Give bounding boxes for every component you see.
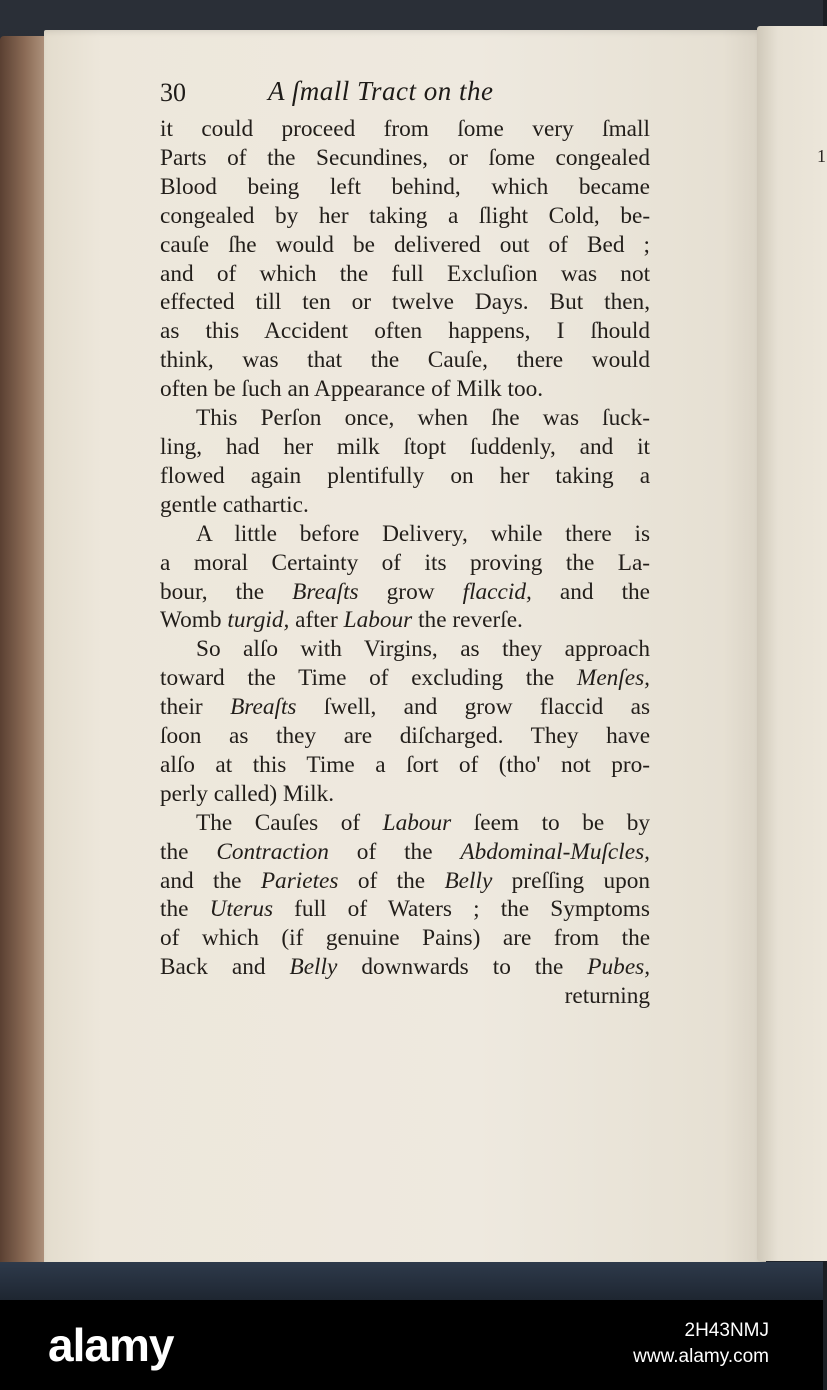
page-number: 30: [160, 78, 186, 107]
text-line: So alſo with Virgins, as they approach: [196, 636, 650, 663]
text-line: think, was that the Cauſe, there would: [160, 347, 650, 374]
running-head: A ſmall Tract on the: [268, 76, 494, 106]
text-line: gentle cathartic.: [160, 491, 309, 518]
text-line: the Uterus full of Waters ; the Symptoms: [160, 896, 650, 923]
text-line: their Breaſts ſwell, and grow flaccid as: [160, 694, 651, 721]
text-line: the Contraction of the Abdominal-Muſcles,: [160, 838, 650, 865]
text-line: Back and Belly downwards to the Pubes,: [160, 954, 651, 981]
text-line: often be ſuch an Appearance of Milk too.: [160, 376, 544, 403]
text-line: The Cauſes of Labour ſeem to be by: [196, 809, 651, 836]
text-line: ſoon as they are diſcharged. They have: [160, 723, 651, 750]
text-line: and the Parietes of the Belly preſſing upon: [160, 867, 651, 894]
text-line: flowed again plentifully on her taking a: [160, 462, 651, 489]
text-line: bour, the Breaſts grow flaccid, and the: [160, 578, 651, 605]
text-line: ling, had her milk ſtopt ſuddenly, and it: [160, 433, 651, 460]
image-id: 2H43NMJ: [684, 1320, 769, 1341]
text-line: Blood being left behind, which became: [160, 173, 650, 200]
text-line: effected till ten or twelve Days. But then,: [160, 289, 651, 316]
text-line: alſo at this Time a ſort of (tho' not pro-: [160, 751, 651, 778]
text-line: Womb turgid, after Labour the reverſe.: [160, 607, 523, 634]
facing-page-edge: [757, 26, 827, 1261]
page-body-text: [160, 115, 650, 1011]
text-line: and of which the full Excluſion was not: [160, 260, 651, 287]
text-line: perly called) Milk.: [160, 780, 335, 807]
text-line: Parts of the Secundines, or ſome congealed: [160, 144, 650, 171]
text-line: returning: [564, 983, 650, 1010]
text-line: a moral Certainty of its proving the La-: [160, 549, 651, 576]
text-line: it could proceed from ſome very ſmall: [160, 116, 650, 142]
alamy-logo: alamy: [48, 1319, 174, 1371]
site-url: www.alamy.com: [633, 1346, 769, 1367]
text-line: congealed by her taking a ſlight Cold, be-: [160, 202, 651, 229]
text-line: This Perſon once, when ſhe was ſuck-: [196, 405, 651, 432]
text-line: of which (if genuine Pains) are from the: [160, 925, 651, 952]
text-line: cauſe ſhe would be delivered out of Bed ;: [160, 231, 651, 258]
text-line: toward the Time of excluding the Menſes,: [160, 665, 651, 692]
facing-page-glyph: 1: [817, 146, 826, 166]
text-line: as this Accident often happens, I ſhould: [160, 318, 651, 345]
image-id-block: [633, 1318, 769, 1370]
text-line: A little before Delivery, while there is: [196, 520, 651, 547]
book-cover-edge: [0, 1262, 823, 1300]
